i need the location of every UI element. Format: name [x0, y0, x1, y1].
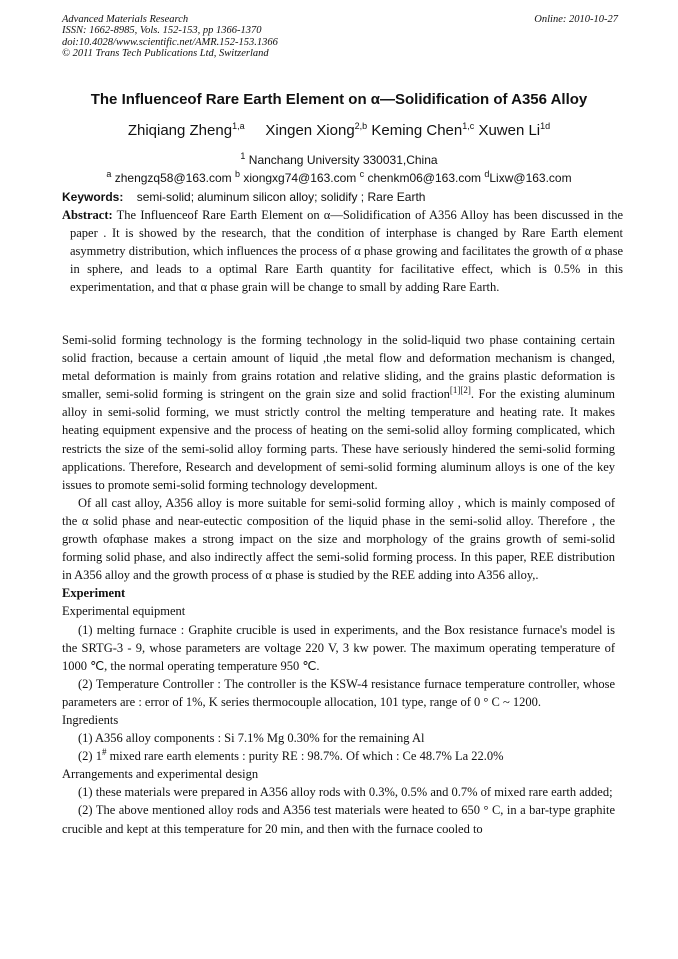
journal-name: Advanced Materials Research [62, 14, 189, 25]
keywords [62, 189, 618, 205]
author-list [20, 121, 658, 141]
email-address: xiongxg74@163.com [240, 171, 360, 185]
issn-line: ISSN: 1662-8985, Vols. 152-153, pp 1366-1370 [62, 25, 262, 37]
author-superscript: 2,b [354, 121, 368, 131]
affiliation-superscript: 1 [240, 151, 246, 161]
copyright-line: © 2011 Trans Tech Publications Ltd, Switzerland [62, 48, 269, 60]
equipment-item: (2) Temperature Controller : The controller is the KSW-4 resistance furnace temperature controller, whose parameters are : error of 1%, K series thermocouple allocation, 101 type, range of 0 ° C ~ 1200. [62, 676, 615, 709]
online-date: Online: 2010-10-27 [534, 14, 618, 25]
abstract [62, 206, 623, 296]
ingredient-item [62, 747, 615, 765]
email-superscript: d [484, 169, 490, 179]
email-superscript: a [106, 169, 112, 179]
keywords-text: semi-solid; aluminum silicon alloy; solidify ; Rare Earth [136, 190, 426, 204]
intro-paragraph [62, 331, 615, 494]
hash-superscript: # [101, 747, 107, 757]
ingredient-item: (1) A356 alloy components : Si 7.1% Mg 0.30% for the remaining Al [78, 731, 425, 746]
journal-header [62, 14, 618, 60]
author-name: Xingen Xiong [265, 122, 355, 139]
citation-ref: [1][2] [449, 385, 471, 396]
design-item: (1) these materials were prepared in A356 alloy rods with 0.3%, 0.5% and 0.7% of mixed rare earth added; [78, 785, 613, 800]
author-name: Zhiqiang Zheng [127, 122, 233, 139]
paragraph-text: (2) 1 [78, 749, 102, 764]
subheading-equipment: Experimental equipment [62, 604, 186, 619]
affiliation [20, 152, 658, 168]
author-name: Keming Chen [371, 122, 463, 139]
abstract-text: The Influenceof Rare Earth Element on α—Solidification of A356 Alloy has been discussed in the paper . It is showed by the research, that the condition of interphase is changed by Rare Earth element asymmetry distribution, which influences the process of α phase growing and facilitates the growth of α phase in sphere, and leads to a optimal Rare Earth quantity for facilitative effect, which is 0.5% in this experimentation, and that α phase grain will be change to small by adding Rare Earth. [70, 208, 623, 294]
paper-title: The Influenceof Rare Earth Element on α—Solidification of A356 Alloy [90, 91, 588, 108]
paragraph-text: mixed rare earth elements : purity RE : 98.7%. Of which : Ce 48.7% La 22.0% [106, 749, 504, 764]
paragraph-text: Semi-solid forming technology is the forming technology in the solid-liquid two phase containing certain solid fraction, because a certain amount of liquid ,the metal flow and deformation mechanism is changed, metal deformation is mainly from grains rotation and relative sliding, and the grains plastic deformation is smaller, semi-solid forming is stringent on the grain size and solid fraction [62, 333, 615, 402]
email-address: zhengzq58@163.com [111, 171, 235, 185]
paragraph-text: . For the existing aluminum alloy in semi-solid forming, we must strictly control the melting temperature and heating rate. It makes heating equipment expensive and the process of heating on the semi-solid alloy forming complicated, which restricts the size of the semi-solid alloy forming parts. These have seriously hindered the semi-solid forming applications. Therefore, Research and development of semi-solid forming aluminum alloys is one of the key issues to promote semi-solid forming technology development. [62, 387, 615, 492]
author-superscript: 1,c [462, 121, 475, 131]
paper-body [62, 331, 615, 838]
doi-line: doi:10.4028/www.scientific.net/AMR.152-153.1366 [62, 36, 278, 48]
design-item: (2) The above mentioned alloy rods and A356 test materials were heated to 650 ° C, in a bar-type graphite crucible and kept at this temperature for 20 min, and then with the furnace cooled to [62, 803, 615, 836]
email-address: Lixw@163.com [489, 171, 572, 185]
author-name: Xuwen Li [478, 122, 541, 139]
email-list [20, 170, 658, 186]
equipment-item: (1) melting furnace : Graphite crucible is used in experiments, and the Box resistance furnace's model is the SRTG-3 - 9, whose parameters are voltage 220 V, 3 kw power. The maximum operating temperature of 1000 ℃, the normal operating temperature 950 ℃. [62, 622, 615, 673]
affiliation-text: Nanchang University 330031,China [245, 153, 438, 167]
section-heading-experiment: Experiment [62, 586, 126, 601]
author-superscript: 1,a [232, 121, 245, 131]
intro-paragraph: Of all cast alloy, A356 alloy is more suitable for semi-solid forming alloy , which is mainly composed of the α solid phase and near-eutectic composition of the liquid phase in the semi-solid alloy. Therefore , the growth ofαphase makes a strong impact on the size and morphology of the grains growth of semi-solid forming solid phase, and also indirectly affect the semi-solid forming process. In this paper, REE distribution in A356 alloy and the growth process of α phase is studied by the REE adding into A356 alloy,. [62, 495, 615, 583]
subheading-ingredients: Ingredients [62, 712, 119, 727]
email-superscript: b [235, 169, 241, 179]
keywords-label: Keywords: [62, 190, 124, 204]
subheading-design: Arrangements and experimental design [62, 767, 259, 782]
email-address: chenkm06@163.com [364, 171, 485, 185]
author-superscript: 1d [540, 121, 551, 131]
email-superscript: c [359, 169, 365, 179]
abstract-label: Abstract: [62, 208, 113, 222]
